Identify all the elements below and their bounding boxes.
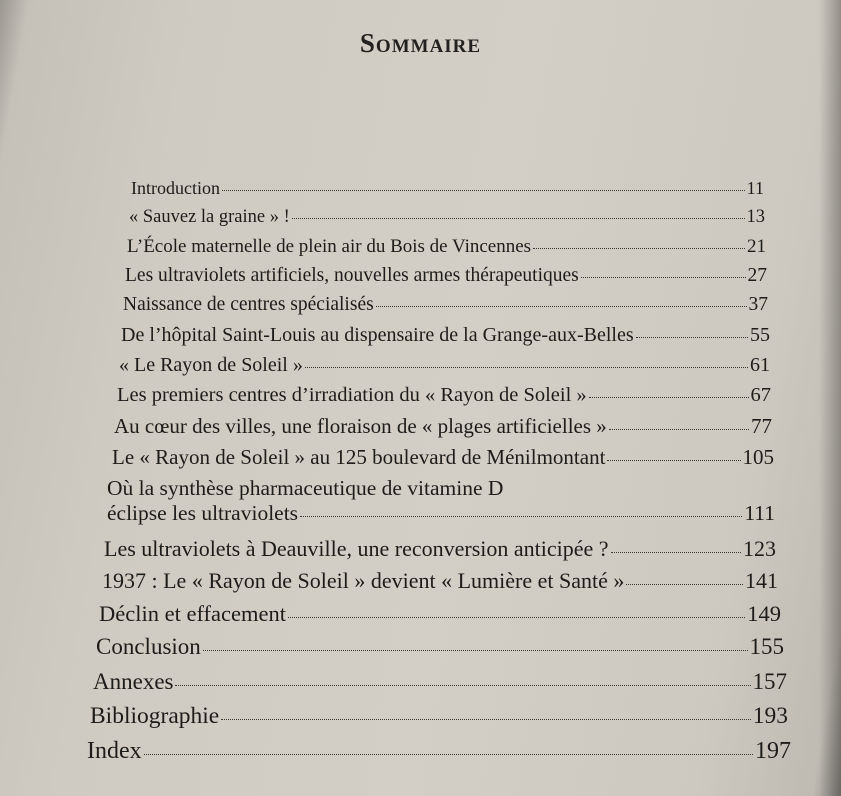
toc-entry-sauvez-la-graine (129, 207, 765, 228)
leader-dots (203, 650, 748, 651)
toc-entry-deauville (104, 536, 776, 562)
leader-dots (292, 218, 745, 219)
toc-entry-label: Index (87, 738, 142, 764)
toc-entry-label: Le « Rayon de Soleil » au 125 boulevard de Ménilmontant (112, 445, 606, 469)
toc-entry-label: Les premiers centres d’irradiation du « Rayon de Soleil » (117, 384, 587, 406)
toc-entry-page: 55 (750, 324, 770, 346)
toc-entry-page: 77 (751, 414, 772, 438)
leader-dots (609, 429, 749, 430)
leader-dots (175, 685, 750, 686)
toc-entry-label: Bibliographie (90, 703, 220, 729)
toc-entry-label: 1937 : Le « Rayon de Soleil » devient « Lumière et Santé » (102, 568, 625, 593)
toc-entry-label: Naissance de centres spécialisés (123, 294, 374, 315)
leader-dots (589, 397, 749, 398)
leader-dots (607, 460, 740, 461)
toc-entry-page: 105 (742, 445, 774, 469)
toc-entry-bibliographie (90, 703, 788, 730)
toc-entry-label: Conclusion (96, 634, 201, 659)
toc-entry-declin (99, 601, 781, 627)
toc-entry-rayon-de-soleil (119, 354, 770, 377)
leader-dots (222, 190, 745, 191)
toc-entry-1937-lumiere-et-sante (102, 568, 778, 594)
toc-entry-page: 37 (748, 294, 768, 315)
toc-entry-page: 11 (746, 178, 764, 198)
toc-entry-label-line2: éclipse les ultraviolets (107, 501, 299, 525)
toc-entry-introduction (131, 178, 764, 199)
toc-entry-naissance-centres (123, 294, 768, 316)
toc-entry-page: 13 (746, 207, 765, 227)
toc-entry-page: 111 (744, 501, 775, 525)
toc-entry-page: 27 (747, 265, 767, 286)
toc-entry-label: L’École maternelle de plein air du Bois de Vincennes (127, 236, 532, 257)
leader-dots (376, 306, 747, 307)
toc-entry-page: 21 (747, 236, 766, 257)
toc-entry-page: 123 (743, 536, 776, 561)
toc-entry-ultraviolets-artificiels (125, 265, 767, 287)
leader-dots (611, 552, 741, 553)
leader-dots (144, 754, 753, 755)
toc-entry-label: « Le Rayon de Soleil » (119, 354, 303, 376)
toc-entry-coeur-des-villes (114, 414, 772, 439)
leader-dots (221, 719, 751, 720)
leader-dots (305, 367, 748, 368)
toc-entry-index (87, 738, 791, 765)
toc-entry-page: 149 (747, 601, 781, 626)
toc-entry-page: 141 (745, 568, 778, 593)
toc-entry-hopital-saint-louis (121, 324, 770, 347)
toc-entry-page: 155 (749, 634, 784, 659)
toc-entry-page: 157 (752, 669, 787, 694)
toc-entry-label: Les ultraviolets à Deauville, une reconversion anticipée ? (104, 536, 609, 561)
toc-entry-label-line1: Où la synthèse pharmaceutique de vitamine D (107, 476, 504, 500)
leader-dots (636, 337, 748, 338)
toc-entry-label: De l’hôpital Saint-Louis au dispensaire de la Grange-aux-Belles (121, 324, 634, 346)
leader-dots (533, 248, 745, 249)
leader-dots (581, 277, 746, 278)
toc-entry-page: 193 (752, 703, 788, 729)
toc-entry-annexes (93, 669, 787, 695)
toc-entry-label: Au cœur des villes, une floraison de « plages artificielles » (114, 414, 607, 438)
toc-entry-page: 67 (750, 384, 771, 406)
toc-entry-premiers-centres (117, 384, 771, 407)
toc-entry-label: Déclin et effacement (99, 601, 286, 626)
leader-dots (288, 617, 745, 618)
toc-entry-label: « Sauvez la graine » ! (129, 207, 290, 227)
toc-entry-label: Les ultraviolets artificiels, nouvelles armes thérapeutiques (125, 265, 579, 286)
leader-dots (300, 516, 742, 517)
leader-dots (626, 584, 743, 585)
toc-entry-ecole-maternelle (127, 236, 766, 258)
toc-entry-label: Annexes (93, 669, 174, 694)
toc-entry-boulevard-menilmontant (112, 445, 774, 470)
toc-entry-page: 61 (750, 354, 770, 376)
page-title: Sommaire (359, 28, 482, 58)
toc-entry-page: 197 (755, 738, 791, 764)
toc-entry-vitamine-d (107, 476, 775, 526)
toc-entry-label: Introduction (131, 178, 220, 198)
toc-entry-conclusion (96, 634, 784, 660)
